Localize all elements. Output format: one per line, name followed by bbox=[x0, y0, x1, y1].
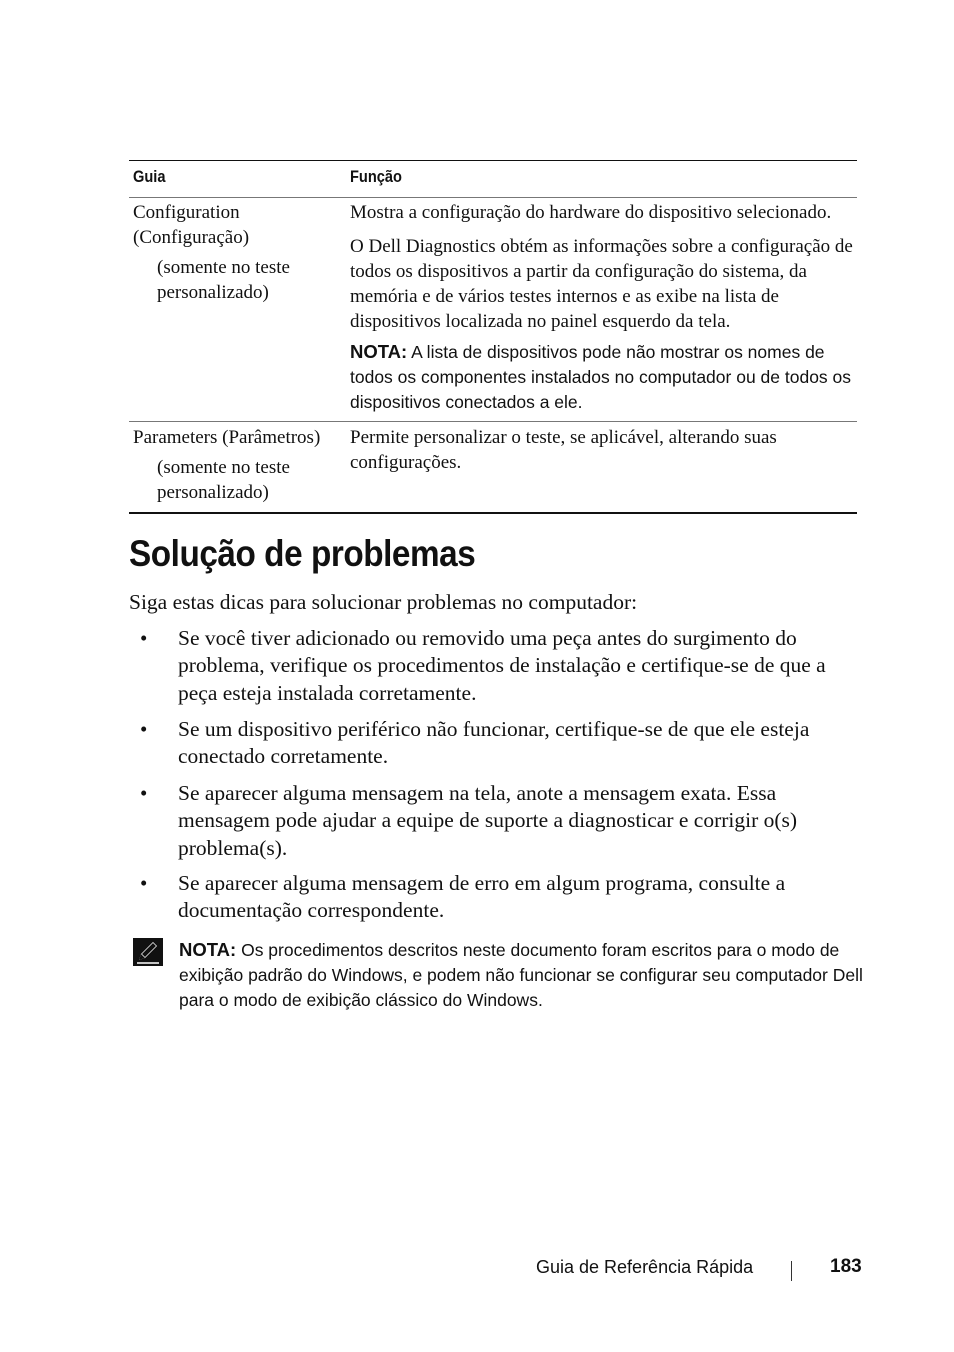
row2-guia: Parameters (Parâmetros) bbox=[133, 427, 321, 448]
row1-nota bbox=[350, 339, 855, 415]
row2-guia-note: (somente no teste personalizado) bbox=[157, 457, 290, 503]
bullet-icon: • bbox=[140, 871, 148, 895]
section-intro: Siga estas dicas para solucionar problemas no computador: bbox=[129, 590, 638, 614]
page-number: 183 bbox=[830, 1256, 862, 1277]
table-header-rule bbox=[129, 197, 857, 198]
note-text bbox=[179, 937, 869, 1013]
bullet-text: Se aparecer alguma mensagem de erro em algum programa, consulte a documentação correspondente. bbox=[178, 871, 786, 923]
header-funcao: Função bbox=[350, 167, 402, 186]
footer-title: Guia de Referência Rápida bbox=[536, 1257, 754, 1277]
bullet-icon: • bbox=[140, 781, 148, 805]
footer-divider bbox=[791, 1261, 792, 1281]
row1-guia-note: (somente no teste personalizado) bbox=[157, 257, 290, 303]
bullet-text: Se um dispositivo periférico não funcionar, certifique-se de que ele esteja conectado corretamente. bbox=[178, 717, 810, 769]
row1-funcao-p2: O Dell Diagnostics obtém as informações sobre a configuração de todos os dispositivos a partir da configuração do sistema, da memória e de vários testes internos e as exibe na lista de dispositivos localizada no painel esquerdo da tela. bbox=[350, 236, 853, 332]
bullet-text: Se você tiver adicionado ou removido uma peça antes do surgimento do problema, verifique os procedimentos de instalação e certifique-se de que a peça esteja instalada corretamente. bbox=[178, 626, 826, 705]
section-title: Solução de problemas bbox=[129, 533, 476, 574]
row1-guia: Configuration (Configuração) bbox=[133, 202, 250, 248]
table-top-rule bbox=[129, 160, 857, 161]
table-row-rule bbox=[129, 421, 857, 422]
table-bottom-rule bbox=[129, 512, 857, 514]
row1-nota-text: A lista de dispositivos pode não mostrar os nomes de todos os componentes instalados no computador ou de todos os dispositivos conectados a ele. bbox=[350, 342, 852, 412]
note-label: NOTA: bbox=[179, 939, 237, 960]
bullet-text: Se aparecer alguma mensagem na tela, anote a mensagem exata. Essa mensagem pode ajudar a equipe de suporte a diagnosticar e corrigir o(s) problema(s). bbox=[178, 781, 798, 860]
row1-nota-label: NOTA: bbox=[350, 341, 408, 362]
header-guia: Guia bbox=[133, 167, 166, 186]
row2-funcao-p1: Permite personalizar o teste, se aplicável, alterando suas configurações. bbox=[350, 427, 777, 473]
bullet-icon: • bbox=[140, 626, 148, 650]
row1-funcao-p1: Mostra a configuração do hardware do dispositivo selecionado. bbox=[350, 202, 832, 223]
bullet-icon: • bbox=[140, 717, 148, 741]
note-body: Os procedimentos descritos neste documento foram escritos para o modo de exibição padrão do Windows, e podem não funcionar se configurar seu computador Dell para o modo de exibição clássico do Windows. bbox=[179, 940, 863, 1010]
pencil-note-icon bbox=[133, 938, 163, 966]
